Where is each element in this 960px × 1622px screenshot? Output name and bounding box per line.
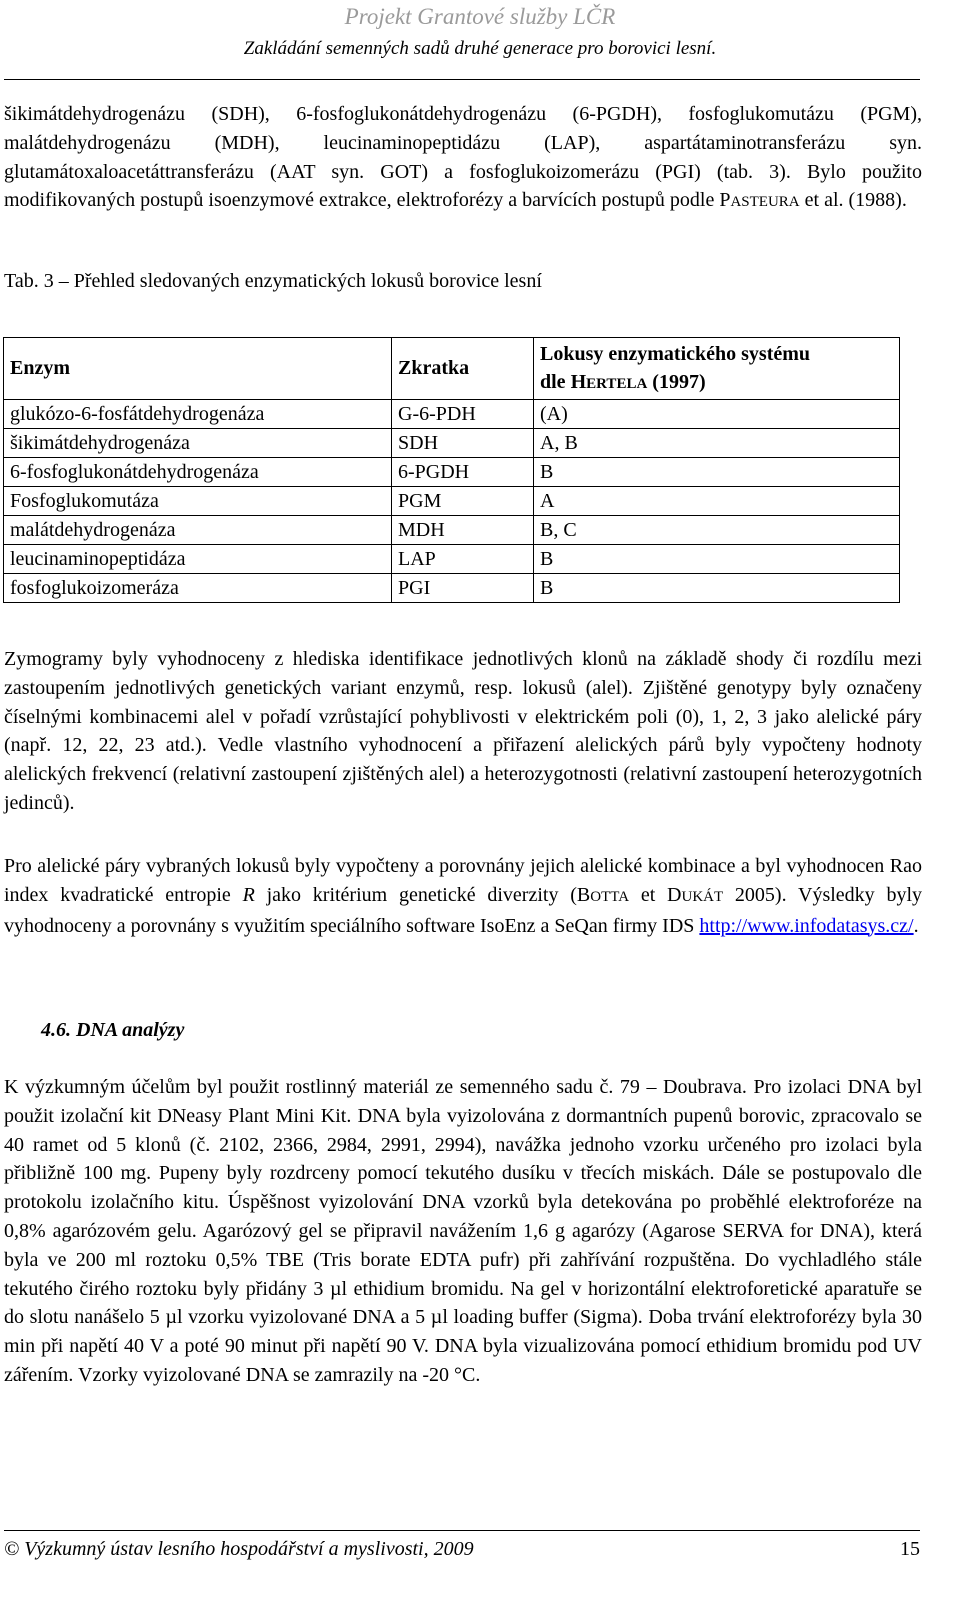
header-enzyme: Enzym <box>4 338 392 400</box>
cell-abbr: G-6-PDH <box>392 400 534 429</box>
paragraph-enzymes: šikimátdehydrogenázu (SDH), 6-fosfoglukonátdehydrogenázu (6-PGDH), fosfoglukomutázu (PGM), malátdehydrogenázu (MDH), leucinaminopeptidázu (LAP), aspartátaminotransferázu syn. glutamátoxaloacetáttransferázu (AAT syn. GOT) a fosfoglukoizomerázu (PGI) (tab. 3). Bylo použito modifikovaných postupů isoenzymové extrakce, elektroforézy a barvících postupů podle PASTEURA et al. (1988). <box>4 103 922 212</box>
infodatasys-link[interactable]: http://www.infodatasys.cz/ <box>699 914 914 937</box>
table-row <box>4 400 900 429</box>
footer-rule <box>4 1530 920 1531</box>
cell-abbr: 6-PGDH <box>392 458 534 487</box>
header-rule <box>4 79 920 80</box>
footer-institute: © Výzkumný ústav lesního hospodářství a myslivosti, 2009 <box>4 1538 474 1560</box>
cell-enzyme: malátdehydrogenáza <box>4 516 392 545</box>
cell-enzyme: glukózo-6-fosfátdehydrogenáza <box>4 400 392 429</box>
table-header-row <box>4 338 900 400</box>
table-row <box>4 458 900 487</box>
paragraph-dna-analysis: K výzkumným účelům byl použit rostlinný materiál ze semenného sadu č. 79 – Doubrava. Pro izolaci DNA byl použit izolační kit DNeasy Plant Mini Kit. DNA byla vyizolována z dormantních pupenů borovic, zpracovalo se 40 ramet od 5 klonů (č. 2102, 2366, 2984, 2991, 2994), navážka jednoho vzorku určeného pro izolaci byla přibližně 100 mg. Pupeny byly rozdrceny pomocí tekutého dusíku v třecích miskách. Dále se postupovalo dle protokolu izolačního kitu. Úspěšnost vyizolování DNA vzorků byla detekována po proběhlé elektroforéze na 0,8% agarózovém gelu. Agarózový gel se připravil navážením 1,6 g agarózy (Agarose SERVA for DNA), která byla ve 200 ml roztoku 0,5% TBE (Tris borate EDTA pufr) při zahřívání rozpuštěna. Do vychladlého stále tekutého čirého roztoku byly přidány 3 µl ethidium bromidu. Na gel v horizontální elektroforetické aparatuře se do slotu nanášelo 5 µl vzorku vyizolované DNA a 5 µl loading buffer (Sigma). Doba trvání elektroforézy byla 30 min při napětí 40 V a poté 90 minut při napětí 90 V. DNA byla vizualizována pomocí ethidium bromidu pod UV zářením. Vzorky vyizolované DNA se zamrazily na -20 °C. <box>4 1076 922 1386</box>
cell-abbr: MDH <box>392 516 534 545</box>
cell-enzyme: fosfoglukoizomeráza <box>4 574 392 603</box>
cell-loci: B, C <box>534 516 900 545</box>
table-row <box>4 516 900 545</box>
table-row <box>4 574 900 603</box>
cell-enzyme: 6-fosfoglukonátdehydrogenáza <box>4 458 392 487</box>
cell-abbr: LAP <box>392 545 534 574</box>
author-name: PASTEURA <box>719 189 800 212</box>
cell-loci: A <box>534 487 900 516</box>
cell-enzyme: leucinaminopeptidáza <box>4 545 392 574</box>
table-caption: Tab. 3 – Přehled sledovaných enzymatických lokusů borovice lesní <box>4 270 542 292</box>
table-row <box>4 487 900 516</box>
cell-loci: (A) <box>534 400 900 429</box>
table-row <box>4 545 900 574</box>
paragraph-rao-index: Pro alelické páry vybraných lokusů byly vypočteny a porovnány jejich alelické kombinace a byl vyhodnocen Rao index kvadratické entropie R jako kritérium genetické diverzity (BOTTA et DUKÁT 2005). Výsledky byly vyhodnoceny a porovnány s využitím speciálního software IsoEnz a SeQan firmy IDS http://www.infodatasys.cz/. <box>4 855 922 937</box>
cell-loci: A, B <box>534 429 900 458</box>
cell-abbr: PGM <box>392 487 534 516</box>
header-loci: Lokusy enzymatického systému dle HERTELA (1997) <box>534 338 900 400</box>
header-project: Projekt Grantové služby LČR <box>344 4 616 29</box>
cell-loci: B <box>534 574 900 603</box>
header-subtitle: Zakládání semenných sadů druhé generace pro borovici lesní. <box>243 38 717 59</box>
footer <box>4 1538 920 1561</box>
enzyme-table <box>3 337 900 603</box>
cell-abbr: PGI <box>392 574 534 603</box>
cell-enzyme: Fosfoglukomutáza <box>4 487 392 516</box>
paragraph-zymograms: Zymogramy byly vyhodnoceny z hlediska identifikace jednotlivých klonů na základě shody či rozdílu mezi zastoupením jednotlivých genetických variant enzymů, resp. lokusů (alel). Zjištěné genotypy byly označeny číselnými kombinacemi alel v pořadí vzrůstající pohyblivosti v elektrickém poli (0), 1, 2, 3 jako alelické páry (např. 12, 22, 23 atd.). Vedle vlastního vyhodnocení a přiřazení alelických párů byly vypočteny hodnoty alelických frekvencí (relativní zastoupení zjištěných alel) a heterozygotnosti (relativní zastoupení heterozygotních jedinců). <box>4 648 922 814</box>
cell-loci: B <box>534 458 900 487</box>
section-heading: 4.6. DNA analýzy <box>41 1019 185 1041</box>
cell-abbr: SDH <box>392 429 534 458</box>
cell-loci: B <box>534 545 900 574</box>
page-number: 15 <box>900 1538 920 1560</box>
table-row <box>4 429 900 458</box>
header-abbr: Zkratka <box>392 338 534 400</box>
cell-enzyme: šikimátdehydrogenáza <box>4 429 392 458</box>
